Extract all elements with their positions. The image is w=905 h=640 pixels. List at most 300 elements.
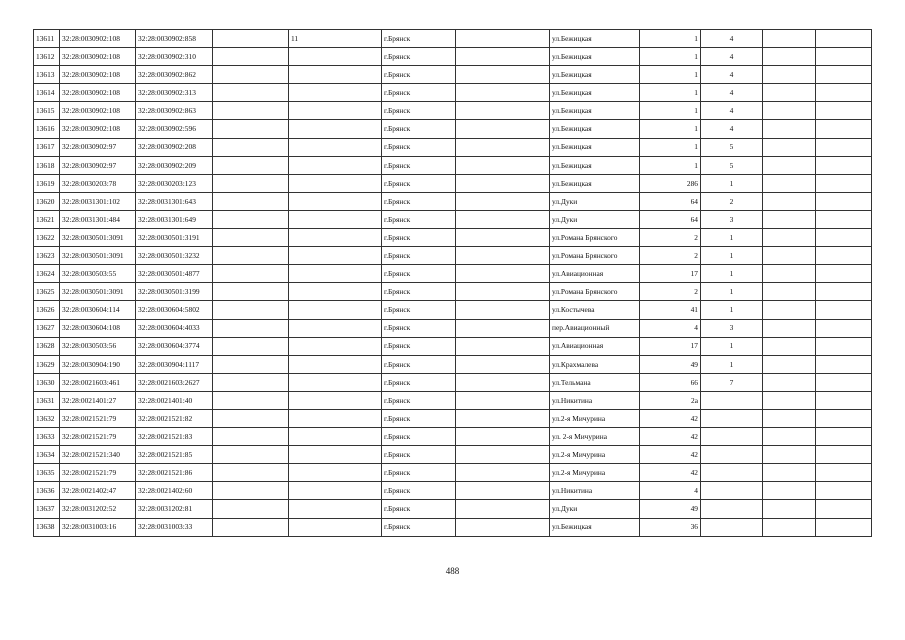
building-cell	[289, 138, 382, 156]
parent-cadastral-cell: 32:28:0031301:102	[60, 192, 136, 210]
cadastral-number-cell: 32:28:0031301:643	[136, 192, 213, 210]
table-row	[34, 192, 872, 210]
cadastral-number-cell: 32:28:0030902:310	[136, 48, 213, 66]
table-row	[34, 48, 872, 66]
district-cell	[456, 482, 550, 500]
street-cell: ул.Дуки	[550, 210, 640, 228]
street-cell: ул.Бежицкая	[550, 518, 640, 536]
building-cell	[289, 373, 382, 391]
district-cell	[456, 301, 550, 319]
row-number-cell: 13638	[34, 518, 60, 536]
count-cell	[701, 391, 763, 409]
count-cell	[701, 518, 763, 536]
cadastral-number-cell: 32:28:0030604:4033	[136, 319, 213, 337]
count-cell: 4	[701, 84, 763, 102]
empty-cell	[213, 373, 289, 391]
district-cell	[456, 120, 550, 138]
row-number-cell: 13625	[34, 283, 60, 301]
house-number-cell: 49	[640, 500, 701, 518]
extra-cell-2	[816, 138, 872, 156]
street-cell: ул.2-я Мичурина	[550, 446, 640, 464]
extra-cell	[763, 428, 816, 446]
city-cell: г.Брянск	[382, 283, 456, 301]
house-number-cell: 4	[640, 319, 701, 337]
building-cell	[289, 391, 382, 409]
count-cell: 2	[701, 192, 763, 210]
building-cell	[289, 174, 382, 192]
empty-cell	[213, 174, 289, 192]
street-cell: ул.Крахмалева	[550, 355, 640, 373]
extra-cell-2	[816, 409, 872, 427]
district-cell	[456, 102, 550, 120]
cadastral-number-cell: 32:28:0030501:3199	[136, 283, 213, 301]
building-cell	[289, 210, 382, 228]
extra-cell	[763, 373, 816, 391]
parent-cadastral-cell: 32:28:0021401:27	[60, 391, 136, 409]
city-cell: г.Брянск	[382, 500, 456, 518]
city-cell: г.Брянск	[382, 120, 456, 138]
empty-cell	[213, 283, 289, 301]
building-cell	[289, 247, 382, 265]
table-row	[34, 210, 872, 228]
cadastral-number-cell: 32:28:0030203:123	[136, 174, 213, 192]
row-number-cell: 13627	[34, 319, 60, 337]
table-row	[34, 518, 872, 536]
count-cell	[701, 464, 763, 482]
empty-cell	[213, 319, 289, 337]
count-cell: 5	[701, 156, 763, 174]
building-cell	[289, 66, 382, 84]
empty-cell	[213, 391, 289, 409]
street-cell: ул.Авиационная	[550, 265, 640, 283]
empty-cell	[213, 337, 289, 355]
row-number-cell: 13616	[34, 120, 60, 138]
district-cell	[456, 428, 550, 446]
count-cell: 1	[701, 174, 763, 192]
house-number-cell: 2	[640, 247, 701, 265]
street-cell: ул.Бежицкая	[550, 138, 640, 156]
empty-cell	[213, 66, 289, 84]
empty-cell	[213, 301, 289, 319]
city-cell: г.Брянск	[382, 446, 456, 464]
parent-cadastral-cell: 32:28:0030902:97	[60, 138, 136, 156]
building-cell: 11	[289, 30, 382, 48]
parent-cadastral-cell: 32:28:0030501:3091	[60, 283, 136, 301]
extra-cell	[763, 247, 816, 265]
parent-cadastral-cell: 32:28:0031202:52	[60, 500, 136, 518]
district-cell	[456, 30, 550, 48]
row-number-cell: 13613	[34, 66, 60, 84]
extra-cell-2	[816, 355, 872, 373]
building-cell	[289, 500, 382, 518]
city-cell: г.Брянск	[382, 373, 456, 391]
empty-cell	[213, 120, 289, 138]
building-cell	[289, 265, 382, 283]
extra-cell	[763, 283, 816, 301]
extra-cell-2	[816, 120, 872, 138]
extra-cell-2	[816, 229, 872, 247]
parent-cadastral-cell: 32:28:0021521:79	[60, 409, 136, 427]
city-cell: г.Брянск	[382, 247, 456, 265]
extra-cell-2	[816, 446, 872, 464]
extra-cell	[763, 192, 816, 210]
table-row	[34, 66, 872, 84]
cadastral-number-cell: 32:28:0030902:209	[136, 156, 213, 174]
table-row	[34, 138, 872, 156]
count-cell: 1	[701, 337, 763, 355]
district-cell	[456, 229, 550, 247]
city-cell: г.Брянск	[382, 210, 456, 228]
cadastral-number-cell: 32:28:0030604:5802	[136, 301, 213, 319]
building-cell	[289, 319, 382, 337]
row-number-cell: 13618	[34, 156, 60, 174]
cadastral-number-cell: 32:28:0031301:649	[136, 210, 213, 228]
building-cell	[289, 337, 382, 355]
table-row	[34, 156, 872, 174]
district-cell	[456, 337, 550, 355]
city-cell: г.Брянск	[382, 409, 456, 427]
house-number-cell: 2	[640, 229, 701, 247]
city-cell: г.Брянск	[382, 48, 456, 66]
house-number-cell: 17	[640, 337, 701, 355]
district-cell	[456, 500, 550, 518]
empty-cell	[213, 409, 289, 427]
count-cell: 4	[701, 48, 763, 66]
empty-cell	[213, 355, 289, 373]
parent-cadastral-cell: 32:28:0030902:108	[60, 48, 136, 66]
row-number-cell: 13626	[34, 301, 60, 319]
parent-cadastral-cell: 32:28:0030203:78	[60, 174, 136, 192]
count-cell: 1	[701, 247, 763, 265]
cadastral-number-cell: 32:28:0030501:3232	[136, 247, 213, 265]
extra-cell	[763, 446, 816, 464]
building-cell	[289, 428, 382, 446]
district-cell	[456, 210, 550, 228]
district-cell	[456, 48, 550, 66]
extra-cell	[763, 174, 816, 192]
street-cell: ул.Бежицкая	[550, 102, 640, 120]
extra-cell-2	[816, 265, 872, 283]
extra-cell	[763, 500, 816, 518]
parent-cadastral-cell: 32:28:0030501:3091	[60, 229, 136, 247]
table-row	[34, 464, 872, 482]
registry-table-body	[34, 30, 872, 537]
extra-cell	[763, 84, 816, 102]
building-cell	[289, 283, 382, 301]
street-cell: ул.Авиационная	[550, 337, 640, 355]
extra-cell-2	[816, 156, 872, 174]
street-cell: ул.Дуки	[550, 192, 640, 210]
empty-cell	[213, 30, 289, 48]
street-cell: ул.Костычева	[550, 301, 640, 319]
parent-cadastral-cell: 32:28:0030902:108	[60, 66, 136, 84]
row-number-cell: 13628	[34, 337, 60, 355]
street-cell: ул.Бежицкая	[550, 66, 640, 84]
table-row	[34, 482, 872, 500]
cadastral-number-cell: 32:28:0021603:2627	[136, 373, 213, 391]
empty-cell	[213, 428, 289, 446]
city-cell: г.Брянск	[382, 156, 456, 174]
cadastral-number-cell: 32:28:0030902:313	[136, 84, 213, 102]
parent-cadastral-cell: 32:28:0030902:108	[60, 84, 136, 102]
extra-cell	[763, 48, 816, 66]
city-cell: г.Брянск	[382, 428, 456, 446]
empty-cell	[213, 446, 289, 464]
empty-cell	[213, 210, 289, 228]
extra-cell	[763, 265, 816, 283]
empty-cell	[213, 138, 289, 156]
empty-cell	[213, 482, 289, 500]
cadastral-number-cell: 32:28:0021402:60	[136, 482, 213, 500]
count-cell: 1	[701, 283, 763, 301]
count-cell	[701, 428, 763, 446]
street-cell: ул.2-я Мичурина	[550, 409, 640, 427]
street-cell: ул.Романа Брянского	[550, 283, 640, 301]
building-cell	[289, 355, 382, 373]
extra-cell-2	[816, 174, 872, 192]
count-cell: 4	[701, 120, 763, 138]
count-cell	[701, 409, 763, 427]
city-cell: г.Брянск	[382, 482, 456, 500]
city-cell: г.Брянск	[382, 138, 456, 156]
table-row	[34, 229, 872, 247]
building-cell	[289, 464, 382, 482]
row-number-cell: 13620	[34, 192, 60, 210]
extra-cell-2	[816, 30, 872, 48]
street-cell: ул.Романа Брянского	[550, 229, 640, 247]
parent-cadastral-cell: 32:28:0031003:16	[60, 518, 136, 536]
street-cell: ул.Никитина	[550, 482, 640, 500]
cadastral-number-cell: 32:28:0030501:4877	[136, 265, 213, 283]
count-cell: 1	[701, 229, 763, 247]
count-cell: 1	[701, 265, 763, 283]
extra-cell-2	[816, 210, 872, 228]
city-cell: г.Брянск	[382, 301, 456, 319]
table-row	[34, 428, 872, 446]
row-number-cell: 13631	[34, 391, 60, 409]
count-cell: 4	[701, 66, 763, 84]
city-cell: г.Брянск	[382, 337, 456, 355]
extra-cell	[763, 355, 816, 373]
city-cell: г.Брянск	[382, 192, 456, 210]
house-number-cell: 36	[640, 518, 701, 536]
extra-cell	[763, 156, 816, 174]
row-number-cell: 13614	[34, 84, 60, 102]
table-row	[34, 283, 872, 301]
house-number-cell: 42	[640, 464, 701, 482]
extra-cell	[763, 210, 816, 228]
extra-cell-2	[816, 482, 872, 500]
row-number-cell: 13622	[34, 229, 60, 247]
house-number-cell: 66	[640, 373, 701, 391]
count-cell: 5	[701, 138, 763, 156]
table-row	[34, 319, 872, 337]
house-number-cell: 42	[640, 409, 701, 427]
extra-cell	[763, 337, 816, 355]
extra-cell-2	[816, 428, 872, 446]
parent-cadastral-cell: 32:28:0021603:461	[60, 373, 136, 391]
cadastral-number-cell: 32:28:0030902:208	[136, 138, 213, 156]
count-cell: 1	[701, 355, 763, 373]
district-cell	[456, 174, 550, 192]
empty-cell	[213, 229, 289, 247]
empty-cell	[213, 156, 289, 174]
table-row	[34, 337, 872, 355]
row-number-cell: 13632	[34, 409, 60, 427]
empty-cell	[213, 247, 289, 265]
table-row	[34, 120, 872, 138]
registry-table	[33, 29, 872, 537]
extra-cell	[763, 409, 816, 427]
cadastral-number-cell: 32:28:0030902:858	[136, 30, 213, 48]
house-number-cell: 1	[640, 48, 701, 66]
city-cell: г.Брянск	[382, 102, 456, 120]
cadastral-number-cell: 32:28:0030902:862	[136, 66, 213, 84]
extra-cell	[763, 138, 816, 156]
count-cell: 4	[701, 102, 763, 120]
street-cell: пер.Авиационный	[550, 319, 640, 337]
cadastral-number-cell: 32:28:0030501:3191	[136, 229, 213, 247]
building-cell	[289, 84, 382, 102]
house-number-cell: 41	[640, 301, 701, 319]
table-row	[34, 446, 872, 464]
building-cell	[289, 102, 382, 120]
cadastral-number-cell: 32:28:0030902:596	[136, 120, 213, 138]
house-number-cell: 4	[640, 482, 701, 500]
city-cell: г.Брянск	[382, 30, 456, 48]
extra-cell	[763, 319, 816, 337]
district-cell	[456, 283, 550, 301]
house-number-cell: 2	[640, 283, 701, 301]
extra-cell-2	[816, 283, 872, 301]
extra-cell-2	[816, 84, 872, 102]
street-cell: ул.Бежицкая	[550, 84, 640, 102]
table-row	[34, 84, 872, 102]
extra-cell	[763, 482, 816, 500]
district-cell	[456, 391, 550, 409]
extra-cell-2	[816, 500, 872, 518]
row-number-cell: 13635	[34, 464, 60, 482]
house-number-cell: 1	[640, 120, 701, 138]
street-cell: ул.Бежицкая	[550, 30, 640, 48]
city-cell: г.Брянск	[382, 265, 456, 283]
building-cell	[289, 301, 382, 319]
cadastral-number-cell: 32:28:0021521:85	[136, 446, 213, 464]
street-cell: ул.Тельмана	[550, 373, 640, 391]
empty-cell	[213, 192, 289, 210]
city-cell: г.Брянск	[382, 319, 456, 337]
cadastral-number-cell: 32:28:0021521:86	[136, 464, 213, 482]
city-cell: г.Брянск	[382, 174, 456, 192]
district-cell	[456, 247, 550, 265]
parent-cadastral-cell: 32:28:0030604:114	[60, 301, 136, 319]
row-number-cell: 13621	[34, 210, 60, 228]
count-cell: 3	[701, 319, 763, 337]
building-cell	[289, 48, 382, 66]
cadastral-number-cell: 32:28:0021401:40	[136, 391, 213, 409]
house-number-cell: 1	[640, 138, 701, 156]
district-cell	[456, 319, 550, 337]
house-number-cell: 2а	[640, 391, 701, 409]
extra-cell	[763, 391, 816, 409]
parent-cadastral-cell: 32:28:0021402:47	[60, 482, 136, 500]
empty-cell	[213, 518, 289, 536]
count-cell: 4	[701, 30, 763, 48]
extra-cell-2	[816, 319, 872, 337]
extra-cell-2	[816, 192, 872, 210]
district-cell	[456, 355, 550, 373]
empty-cell	[213, 464, 289, 482]
table-row	[34, 102, 872, 120]
row-number-cell: 13611	[34, 30, 60, 48]
row-number-cell: 13615	[34, 102, 60, 120]
page-number: 488	[445, 566, 460, 576]
table-row	[34, 391, 872, 409]
extra-cell-2	[816, 391, 872, 409]
cadastral-number-cell: 32:28:0030904:1117	[136, 355, 213, 373]
district-cell	[456, 84, 550, 102]
row-number-cell: 13617	[34, 138, 60, 156]
house-number-cell: 49	[640, 355, 701, 373]
extra-cell	[763, 518, 816, 536]
district-cell	[456, 464, 550, 482]
count-cell	[701, 446, 763, 464]
street-cell: ул.Никитина	[550, 391, 640, 409]
extra-cell-2	[816, 373, 872, 391]
cadastral-number-cell: 32:28:0030604:3774	[136, 337, 213, 355]
house-number-cell: 1	[640, 66, 701, 84]
parent-cadastral-cell: 32:28:0021521:79	[60, 428, 136, 446]
parent-cadastral-cell: 32:28:0030902:97	[60, 156, 136, 174]
row-number-cell: 13634	[34, 446, 60, 464]
table-row	[34, 373, 872, 391]
extra-cell-2	[816, 518, 872, 536]
house-number-cell: 64	[640, 192, 701, 210]
parent-cadastral-cell: 32:28:0021521:340	[60, 446, 136, 464]
extra-cell	[763, 30, 816, 48]
district-cell	[456, 138, 550, 156]
extra-cell	[763, 102, 816, 120]
empty-cell	[213, 102, 289, 120]
extra-cell-2	[816, 301, 872, 319]
street-cell: ул. 2-я Мичурина	[550, 428, 640, 446]
house-number-cell: 1	[640, 156, 701, 174]
table-row	[34, 174, 872, 192]
extra-cell-2	[816, 464, 872, 482]
house-number-cell: 1	[640, 84, 701, 102]
extra-cell-2	[816, 337, 872, 355]
city-cell: г.Брянск	[382, 229, 456, 247]
parent-cadastral-cell: 32:28:0030501:3091	[60, 247, 136, 265]
district-cell	[456, 446, 550, 464]
count-cell	[701, 482, 763, 500]
empty-cell	[213, 265, 289, 283]
count-cell: 3	[701, 210, 763, 228]
house-number-cell: 286	[640, 174, 701, 192]
city-cell: г.Брянск	[382, 391, 456, 409]
row-number-cell: 13623	[34, 247, 60, 265]
cadastral-number-cell: 32:28:0021521:83	[136, 428, 213, 446]
district-cell	[456, 66, 550, 84]
cadastral-number-cell: 32:28:0031003:33	[136, 518, 213, 536]
extra-cell	[763, 120, 816, 138]
building-cell	[289, 518, 382, 536]
row-number-cell: 13612	[34, 48, 60, 66]
count-cell	[701, 500, 763, 518]
building-cell	[289, 409, 382, 427]
table-row	[34, 30, 872, 48]
extra-cell-2	[816, 247, 872, 265]
